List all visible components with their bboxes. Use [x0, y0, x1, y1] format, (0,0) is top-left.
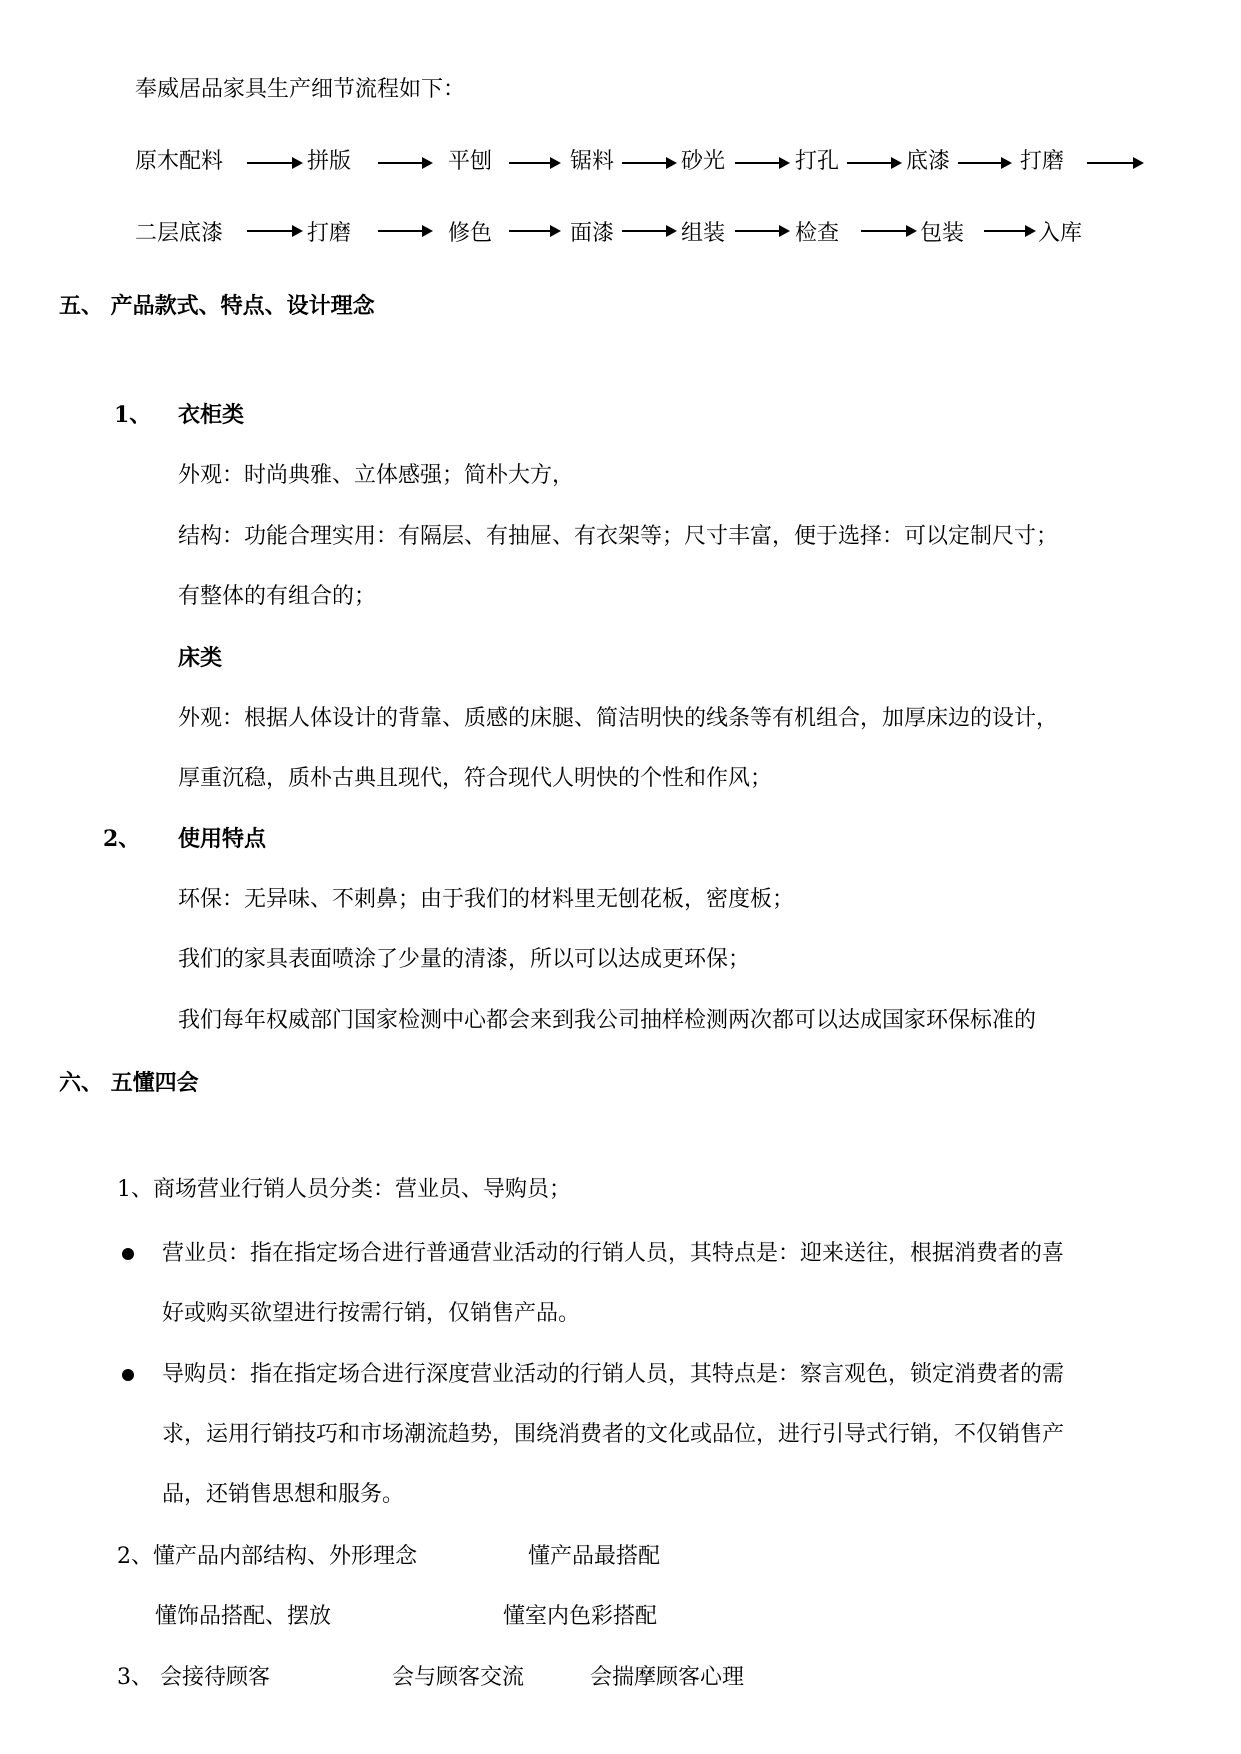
flow-step: 拼版 [307, 149, 352, 174]
bullet-text-cont: 好或购买欲望进行按需行销，仅销售产品。 [162, 1301, 581, 1326]
flow-step: 二层底漆 [135, 221, 224, 246]
skill-item: 会与顾客交流 [392, 1665, 525, 1690]
skill-item: 3、 会接待顾客 [117, 1665, 270, 1690]
arrow-right-icon [735, 225, 790, 237]
arrow-right-icon [861, 225, 917, 237]
section-heading-6: 六、 五懂四会 [59, 1070, 199, 1096]
item-number: 2、 [103, 826, 141, 852]
arrow-right-icon [509, 225, 561, 237]
flow-step: 修色 [448, 221, 493, 246]
skill-item: 懂饰品搭配、摆放 [155, 1604, 332, 1629]
bed-appearance: 外观：根据人体设计的背靠、质感的床腿、简洁明快的线条等有机组合，加厚床边的设计， [178, 706, 1059, 731]
feature-line: 环保：无异味、不刺鼻；由于我们的材料里无刨花板，密度板； [178, 887, 795, 912]
bullet-text-cont: 求，运用行销技巧和市场潮流趋势，围绕消费者的文化或品位，进行引导式行销，不仅销售产 [162, 1422, 1065, 1447]
arrow-right-icon [735, 157, 790, 169]
feature-line: 我们的家具表面喷涂了少量的清漆，所以可以达成更环保； [178, 947, 751, 972]
arrow-right-icon [247, 157, 303, 169]
flow-step: 检查 [795, 221, 840, 246]
flow-step: 组装 [681, 221, 726, 246]
flow-step: 打磨 [1020, 149, 1065, 174]
flow-step: 底漆 [906, 149, 951, 174]
bullet-text: 营业员：指在指定场合进行普通营业活动的行销人员，其特点是：迎来送往，根据消费者的喜 [162, 1241, 1065, 1266]
arrow-right-icon [622, 225, 677, 237]
arrow-right-icon [984, 225, 1036, 237]
wardrobe-structure-cont: 有整体的有组合的； [178, 584, 377, 609]
flow-step: 打孔 [795, 149, 840, 174]
item-number: 1、 [114, 402, 152, 428]
intro-text: 奉威居品家具生产细节流程如下： [135, 77, 466, 102]
bullet-text-cont: 品，还销售思想和服务。 [162, 1482, 405, 1507]
feature-line: 我们每年权威部门国家检测中心都会来到我公司抽样检测两次都可以达成国家环保标准的 [178, 1008, 1037, 1033]
skill-item: 会揣摩顾客心理 [590, 1665, 745, 1690]
flow-step: 打磨 [307, 221, 352, 246]
flow-step: 砂光 [681, 149, 726, 174]
arrow-right-icon [378, 225, 433, 237]
bed-appearance-cont: 厚重沉稳，质朴古典且现代，符合现代人明快的个性和作风； [178, 766, 773, 791]
item-title-wardrobe: 衣柜类 [178, 402, 245, 428]
paragraph: 1、商场营业行销人员分类：营业员、导购员； [117, 1177, 571, 1202]
arrow-right-icon [378, 157, 433, 169]
flow-step: 原木配料 [135, 149, 224, 174]
wardrobe-structure: 结构：功能合理实用：有隔层、有抽屉、有衣架等；尺寸丰富，便于选择：可以定制尺寸； [178, 524, 1059, 549]
arrow-right-icon [247, 225, 303, 237]
wardrobe-appearance: 外观：时尚典雅、立体感强；简朴大方， [178, 463, 575, 488]
arrow-right-icon [958, 157, 1012, 169]
arrow-right-icon [622, 157, 677, 169]
bullet-icon [122, 1369, 134, 1381]
bullet-icon [122, 1248, 134, 1260]
skill-item: 懂室内色彩搭配 [503, 1604, 658, 1629]
arrow-right-icon [847, 157, 902, 169]
flow-step: 锯料 [570, 149, 615, 174]
skill-item: 懂产品最搭配 [528, 1544, 661, 1569]
item-title-features: 使用特点 [178, 826, 267, 852]
arrow-right-icon [509, 157, 561, 169]
flow-step: 面漆 [570, 221, 615, 246]
flow-step: 平刨 [448, 149, 493, 174]
item-title-bed: 床类 [178, 645, 223, 671]
flow-step: 包装 [920, 221, 965, 246]
bullet-text: 导购员：指在指定场合进行深度营业活动的行销人员，其特点是：察言观色，锁定消费者的需 [162, 1362, 1065, 1387]
flow-step: 入库 [1038, 221, 1083, 246]
section-heading-5: 五、 产品款式、特点、设计理念 [59, 293, 375, 319]
arrow-right-icon [1087, 157, 1144, 169]
skill-item: 2、懂产品内部结构、外形理念 [117, 1544, 417, 1569]
